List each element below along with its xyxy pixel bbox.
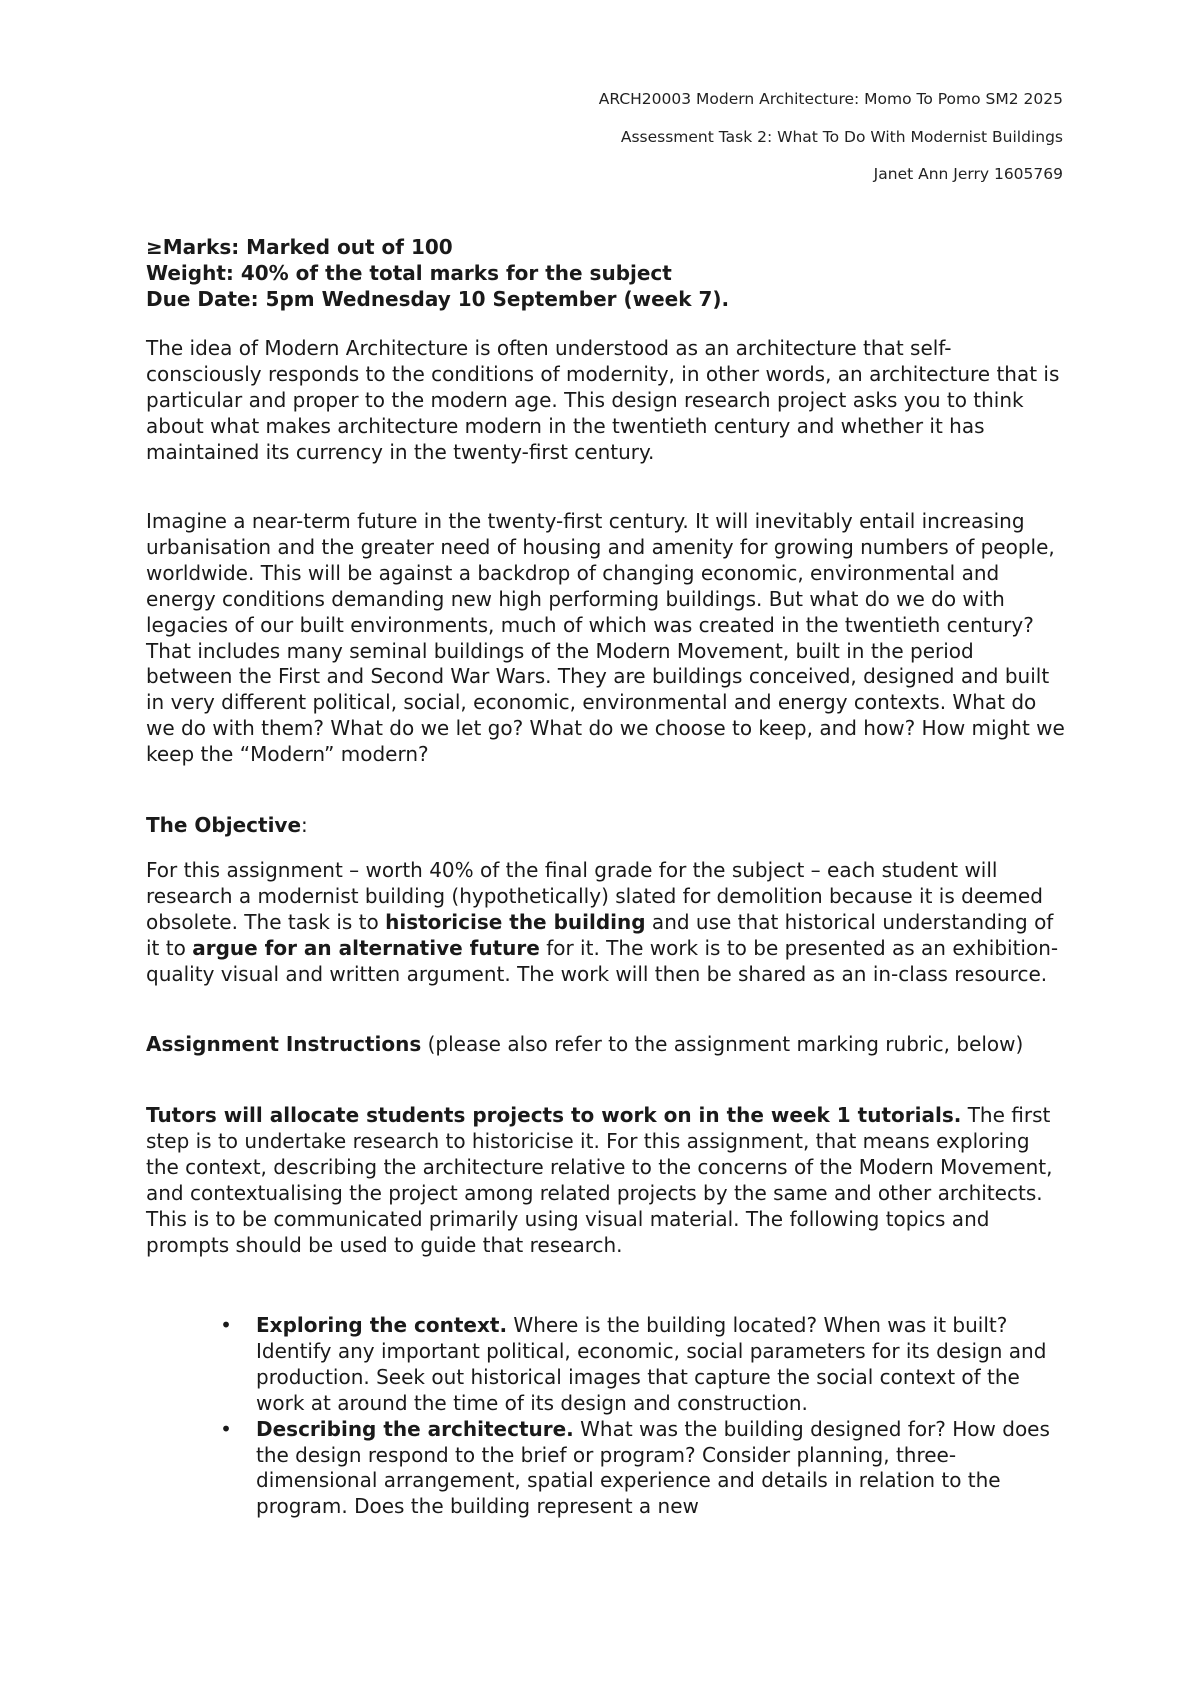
bullet-title: Exploring the context.	[256, 1313, 508, 1337]
list-item	[220, 1416, 1066, 1521]
tutors-bold: Tutors will allocate students projects to work on in the week 1 tutorials.	[146, 1103, 962, 1127]
bullet-dot: •	[220, 1416, 232, 1441]
bullet-text: What was the building designed for? How does the design respond to the brief or program? Consider planning, three-dimensional arrangement, spatial experience and details in relation to the program. Does the building represent a new	[256, 1416, 1050, 1519]
instructions-heading: Assignment Instructions	[146, 1032, 422, 1056]
objective-heading-colon: :	[301, 813, 308, 837]
objective-paragraph	[146, 858, 1066, 988]
objective-text-3: for it. The work is to be presented as an exhibition-quality visual and written argument. The work will then be shared as an in-class resource.	[146, 935, 1059, 986]
objective-text-2: and use that historical understanding of it to	[146, 909, 1054, 960]
intro-paragraph-1	[146, 336, 1066, 466]
objective-text-1: For this assignment – worth 40% of the final grade for the subject – each student will research a modernist building (hypothetically) slated for demolition because it is deemed obsolete. The task is to	[146, 858, 1043, 934]
objective-heading	[146, 813, 1066, 839]
objective-bold-2: argue for an alternative future	[192, 935, 540, 960]
tutors-text: The first step is to undertake research to historicise it. For this assignment, that means exploring the context, describing the architecture relative to the concerns of the Modern Movement, and contextualising the project among related projects by the same and other architects. This is to be communicated primarily using visual material. The following topics and prompts should be used to guide that research.	[146, 1103, 1053, 1257]
marks-line: ≥Marks: Marked out of 100	[146, 235, 453, 259]
intro-text-2: Imagine a near-term future in the twenty-first century. It will inevitably entail increasing urbanisation and the greater need of housing and amenity for growing numbers of people, worldwide. This will be against a backdrop of changing economic, environmental and energy conditions demanding new high performing buildings. But what do we do with legacies of our built environments, much of which was created in the twentieth century? That includes many seminal buildings of the Modern Movement, built in the period between the First and Second War Wars. They are buildings conceived, designed and built in very different political, social, economic, environmental and energy contexts. What do we do with them? What do we let go? What do we choose to keep, and how? How might we keep the “Modern” modern?	[146, 509, 1065, 767]
instructions-paragraph	[146, 1032, 1066, 1058]
objective-bold-1: historicise the building	[385, 909, 646, 934]
objective-heading-text: The Objective	[146, 813, 302, 837]
bullet-dot: •	[220, 1313, 232, 1337]
topics-bullet-list	[220, 1313, 1066, 1520]
instructions-note: (please also refer to the assignment marking rubric, below)	[421, 1032, 1024, 1056]
header-assessment-line: Assessment Task 2: What To Do With Modernist Buildings	[620, 128, 1063, 146]
tutors-paragraph	[146, 1103, 1066, 1258]
intro-paragraph-2	[146, 509, 1066, 768]
bullet-title: Describing the architecture.	[256, 1416, 574, 1441]
bullet-text: Where is the building located? When was it built? Identify any important political, economic, social parameters for its design and production. Seek out historical images that capture the social context of the work at around the time of its design and construction.	[256, 1313, 1047, 1415]
weight-line: Weight: 40% of the total marks for the subject	[146, 260, 672, 285]
header-course-line: ARCH20003 Modern Architecture: Momo To Pomo SM2 2025	[598, 90, 1063, 108]
header-student-line: Janet Ann Jerry 1605769	[873, 165, 1063, 183]
meta-block	[146, 235, 1066, 313]
list-item	[220, 1313, 1066, 1417]
intro-text-1: The idea of Modern Architecture is often understood as an architecture that self-consciously responds to the conditions of modernity, in other words, an architecture that is particular and proper to the modern age. This design research project asks you to think about what makes architecture modern in the twentieth century and whether it has maintained its currency in the twenty-first century.	[146, 336, 1060, 464]
due-date-line: Due Date: 5pm Wednesday 10 September (week 7).	[146, 286, 730, 311]
